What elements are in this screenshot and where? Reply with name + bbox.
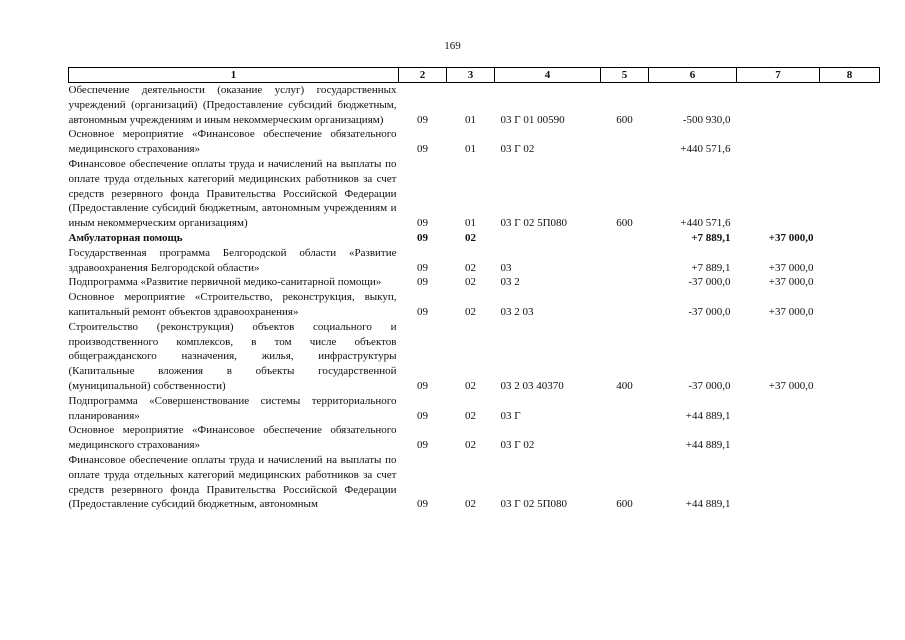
section-code: 09 bbox=[417, 439, 428, 452]
subsection-code: 01 bbox=[465, 113, 476, 126]
section-code: 09 bbox=[417, 113, 428, 126]
item-description: Основное мероприятие «Финансовое обеспечение обязательного медицинского страхования» bbox=[68, 424, 397, 452]
amount-change-2 bbox=[737, 157, 820, 231]
expense-type-code bbox=[601, 275, 649, 290]
table-row bbox=[69, 83, 880, 128]
amount-change-2: +37 000,0 bbox=[768, 305, 814, 318]
subsection-code: 02 bbox=[465, 439, 476, 452]
item-description: Строительство (реконструкция) объектов социального и производственного комплексов, в том числе объектов общегражданского назначения, жилья, инфраструктуры (Капитальные вложения в объекты государственной (муниципальной) собственности) bbox=[68, 320, 397, 392]
amount-change: -37 000,0 bbox=[688, 305, 731, 318]
amount-change-3 bbox=[820, 83, 880, 128]
amount-change-3 bbox=[820, 320, 880, 394]
target-article-code: 03 bbox=[500, 261, 512, 274]
section-code: 09 bbox=[417, 409, 428, 422]
amount-change: +44 889,1 bbox=[685, 439, 731, 452]
section-code: 09 bbox=[417, 498, 428, 511]
header-row bbox=[69, 68, 880, 83]
table-row bbox=[69, 394, 880, 424]
col-header-7: 7 bbox=[737, 68, 820, 83]
page-number: 169 bbox=[444, 40, 461, 52]
amount-change-2 bbox=[737, 423, 820, 453]
table-row bbox=[69, 157, 880, 231]
subsection-code: 02 bbox=[465, 379, 476, 392]
expense-type-code bbox=[601, 290, 649, 320]
item-description: Основное мероприятие «Строительство, реконструкция, выкуп, капитальный ремонт объектов здравоохранения» bbox=[68, 291, 397, 318]
col-header-2: 2 bbox=[399, 68, 447, 83]
item-description: Подпрограмма «Совершенствование системы территориального планирования» bbox=[68, 394, 397, 422]
item-description: Подпрограмма «Развитие первичной медико-санитарной помощи» bbox=[68, 276, 382, 289]
amount-change: +440 571,6 bbox=[680, 143, 731, 156]
item-description: Финансовое обеспечение оплаты труда и начислений на выплаты по оплате труда отдельных категорий медицинских работников за счет средств резервного фонда Правительства Российской Федерации (Предоставление субсидий бюджетным, автономным учреждениям и иным некоммерческим организациям) bbox=[68, 157, 397, 230]
item-description: Государственная программа Белгородской области «Развитие здравоохранения Белгородской области» bbox=[68, 246, 397, 274]
amount-change-2: +37 000,0 bbox=[768, 261, 814, 274]
section-code: 09 bbox=[417, 305, 428, 318]
subsection-code: 02 bbox=[465, 231, 476, 244]
table-row bbox=[69, 290, 880, 320]
col-header-6: 6 bbox=[649, 68, 737, 83]
table-row bbox=[69, 127, 880, 157]
table-row bbox=[69, 453, 880, 512]
amount-change: +7 889,1 bbox=[691, 261, 731, 274]
amount-change-2: +37 000,0 bbox=[768, 231, 814, 244]
expense-type-code: 600 bbox=[616, 217, 633, 230]
expense-type-code bbox=[601, 231, 649, 246]
col-header-8: 8 bbox=[820, 68, 880, 83]
target-article-code: 03 Г 02 bbox=[500, 143, 535, 156]
subsection-code: 02 bbox=[465, 498, 476, 511]
amount-change-2 bbox=[737, 453, 820, 512]
table-row bbox=[69, 320, 880, 394]
amount-change-3 bbox=[820, 394, 880, 424]
amount-change: -37 000,0 bbox=[688, 276, 731, 289]
amount-change-3 bbox=[820, 423, 880, 453]
target-article-code bbox=[495, 231, 601, 246]
col-header-5: 5 bbox=[601, 68, 649, 83]
item-description: Основное мероприятие «Финансовое обеспечение обязательного медицинского страхования» bbox=[68, 128, 397, 156]
amount-change: +44 889,1 bbox=[685, 409, 731, 422]
table-row bbox=[69, 423, 880, 453]
amount-change-2: +37 000,0 bbox=[768, 276, 814, 289]
target-article-code: 03 2 03 bbox=[500, 305, 534, 318]
target-article-code: 03 Г bbox=[500, 409, 521, 422]
col-header-4: 4 bbox=[495, 68, 601, 83]
amount-change: -500 930,0 bbox=[682, 113, 731, 126]
subsection-code: 02 bbox=[465, 276, 476, 289]
section-code: 09 bbox=[417, 276, 428, 289]
expense-type-code: 400 bbox=[616, 379, 633, 392]
section-code: 09 bbox=[417, 261, 428, 274]
amount-change: +440 571,6 bbox=[680, 217, 731, 230]
target-article-code: 03 Г 02 5П080 bbox=[500, 217, 568, 230]
amount-change-3 bbox=[820, 127, 880, 157]
expense-type-code bbox=[601, 246, 649, 276]
expense-type-code bbox=[601, 423, 649, 453]
subsection-code: 02 bbox=[465, 261, 476, 274]
amount-change-2 bbox=[737, 127, 820, 157]
expense-type-code: 600 bbox=[616, 498, 633, 511]
item-description: Амбулаторная помощь bbox=[68, 231, 183, 244]
section-code: 09 bbox=[417, 379, 428, 392]
col-header-1: 1 bbox=[69, 68, 399, 83]
amount-change-3 bbox=[820, 275, 880, 290]
expense-type-code bbox=[601, 394, 649, 424]
amount-change-2 bbox=[737, 83, 820, 128]
target-article-code: 03 Г 02 bbox=[500, 439, 535, 452]
expense-type-code bbox=[601, 127, 649, 157]
amount-change: -37 000,0 bbox=[688, 379, 731, 392]
subsection-code: 02 bbox=[465, 409, 476, 422]
amount-change-3 bbox=[820, 246, 880, 276]
item-description: Обеспечение деятельности (оказание услуг) государственных учреждений (организаций) (Предоставление субсидий бюджетным, автономным учреждениям и иным некоммерческим организациям) bbox=[68, 84, 397, 126]
item-description: Финансовое обеспечение оплаты труда и начислений на выплаты по оплате труда отдельных категорий медицинских работников за счет средств резервного фонда Правительства Российской Федерации (Предоставление субсидий бюджетным, автономным bbox=[68, 453, 397, 511]
budget-table bbox=[68, 67, 880, 512]
section-code: 09 bbox=[417, 217, 428, 230]
subsection-code: 01 bbox=[465, 217, 476, 230]
amount-change-3 bbox=[820, 453, 880, 512]
col-header-3: 3 bbox=[447, 68, 495, 83]
section-code: 09 bbox=[417, 231, 428, 244]
subsection-code: 02 bbox=[465, 305, 476, 318]
table-row bbox=[69, 246, 880, 276]
subsection-code: 01 bbox=[465, 143, 476, 156]
amount-change-3 bbox=[820, 290, 880, 320]
target-article-code: 03 2 03 40370 bbox=[500, 379, 564, 392]
target-article-code: 03 Г 02 5П080 bbox=[500, 498, 568, 511]
amount-change: +44 889,1 bbox=[685, 498, 731, 511]
amount-change-3 bbox=[820, 231, 880, 246]
table-row bbox=[69, 231, 880, 246]
section-code: 09 bbox=[417, 143, 428, 156]
target-article-code: 03 Г 01 00590 bbox=[500, 113, 565, 126]
amount-change-2 bbox=[737, 394, 820, 424]
amount-change-2: +37 000,0 bbox=[768, 379, 814, 392]
amount-change: +7 889,1 bbox=[691, 231, 731, 244]
amount-change-3 bbox=[820, 157, 880, 231]
expense-type-code: 600 bbox=[616, 113, 633, 126]
table-row bbox=[69, 275, 880, 290]
target-article-code: 03 2 bbox=[500, 276, 520, 289]
